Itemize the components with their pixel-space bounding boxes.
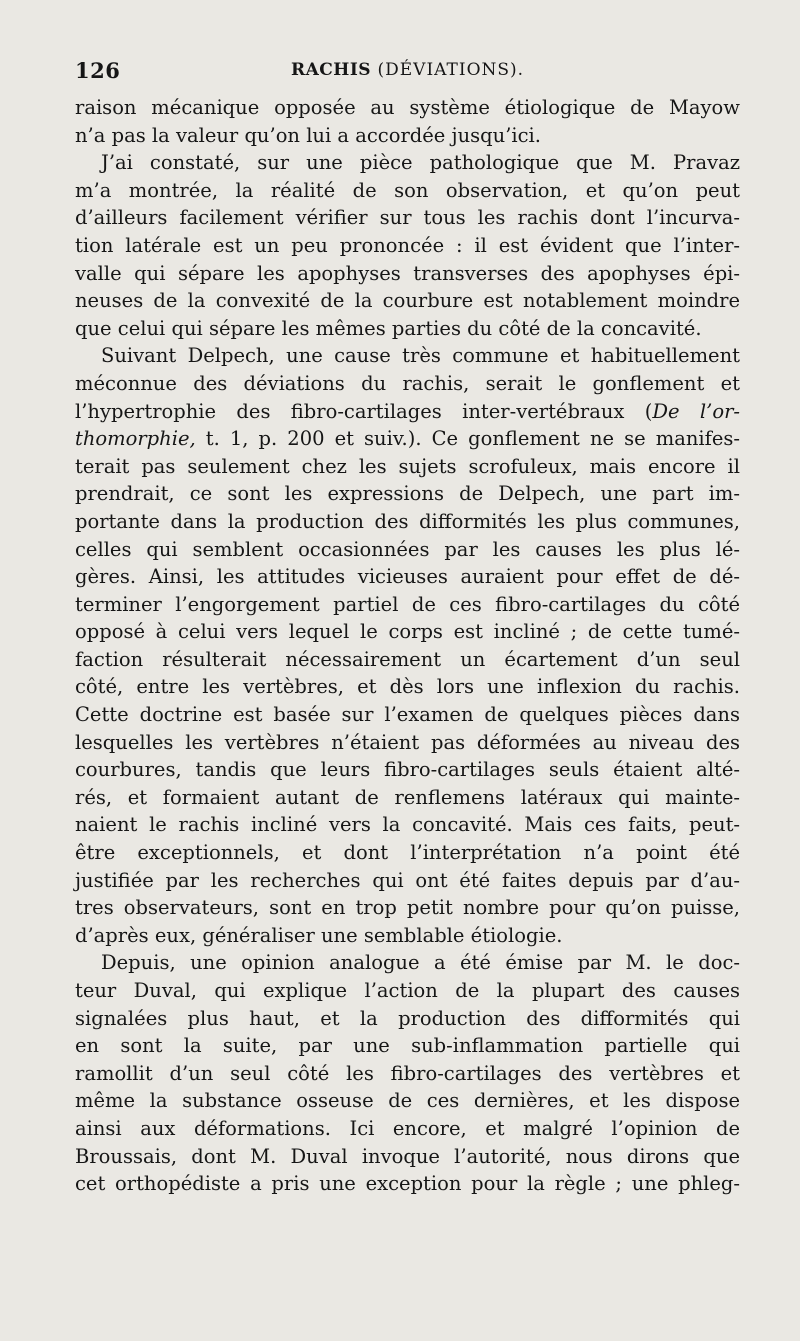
italic-segment: thomorphie,: [75, 427, 196, 451]
text-line: [75, 1032, 740, 1060]
text-line: [75, 1115, 740, 1143]
text-segment: d’après eux, généraliser une semblable étiologie.: [75, 923, 563, 947]
text-line: [75, 784, 740, 812]
text-line: [75, 398, 740, 426]
text-line: [75, 149, 740, 177]
text-line: [75, 673, 740, 701]
text-segment: même la substance osseuse de ces dernières, et les dispose: [75, 1089, 740, 1113]
text-segment: être exceptionnels, et dont l’interprétation n’a point été: [75, 841, 740, 865]
text-segment: ainsi aux déformations. Ici encore, et malgré l’opinion de: [75, 1116, 740, 1140]
text-line: [75, 177, 740, 205]
running-title-sub: (DÉVIATIONS).: [377, 60, 525, 80]
text-segment: portante dans la production des difformités les plus communes,: [75, 509, 740, 533]
text-line: [75, 811, 740, 839]
text-segment: n’a pas la valeur qu’on lui a accordée jusqu’ici.: [75, 123, 541, 147]
text-line: [75, 949, 740, 977]
text-line: [75, 94, 740, 122]
text-segment: cet orthopédiste a pris une exception pour la règle ; une phleg-: [75, 1172, 740, 1196]
text-line: [75, 563, 740, 591]
text-segment: t. 1, p. 200 et suiv.). Ce gonflement ne se manifes-: [195, 427, 740, 451]
text-segment: courbures, tandis que leurs fibro-cartilages seuls étaient alté-: [75, 758, 740, 782]
text-line: [75, 287, 740, 315]
text-line: [75, 618, 740, 646]
page-number: 126: [75, 58, 121, 83]
text-line: [75, 232, 740, 260]
text-segment: l’hypertrophie des fibro-cartilages inter-vertébraux (: [75, 399, 653, 423]
running-title: [75, 60, 740, 80]
text-segment: raison mécanique opposée au système étiologique de Mayow: [75, 96, 740, 119]
text-line: [75, 480, 740, 508]
text-segment: teur Duval, qui explique l’action de la plupart des causes: [75, 979, 740, 1002]
text-segment: Depuis, une opinion analogue a été émise par M. le doc-: [101, 951, 740, 975]
page-header: [75, 58, 740, 88]
text-line: [75, 894, 740, 922]
text-segment: Cette doctrine est basée sur l’examen de quelques pièces dans: [75, 703, 740, 727]
text-line: [75, 839, 740, 867]
text-line: [75, 508, 740, 536]
italic-segment: De l’or-: [652, 399, 740, 423]
text-line: [75, 701, 740, 729]
text-segment: en sont la suite, par une sub-inflammation partielle qui: [75, 1034, 740, 1058]
text-line: [75, 453, 740, 481]
text-segment: lesquelles les vertèbres n’étaient pas déformées au niveau des: [75, 730, 740, 754]
text-segment: rés, et formaient autant de renflemens latéraux qui mainte-: [75, 785, 740, 809]
text-line: [75, 756, 740, 784]
text-line: [75, 977, 740, 1005]
text-segment: J’ai constaté, sur une pièce pathologique que M. Pravaz: [101, 151, 740, 175]
text-segment: neuses de la convexité de la courbure est notablement moindre: [75, 289, 740, 313]
text-segment: ramollit d’un seul côté les fibro-cartilages des vertèbres et: [75, 1061, 740, 1085]
text-segment: faction résulterait nécessairement un écartement d’un seul: [75, 647, 740, 671]
text-line: [75, 1143, 740, 1171]
text-line: [75, 1170, 740, 1198]
body-text: [75, 94, 740, 1198]
text-segment: terait pas seulement chez les sujets scrofuleux, mais encore il: [75, 454, 740, 478]
text-line: [75, 867, 740, 895]
text-segment: que celui qui sépare les mêmes parties du côté de la concavité.: [75, 316, 702, 340]
text-segment: Broussais, dont M. Duval invoque l’autorité, nous dirons que: [75, 1144, 740, 1168]
text-segment: gères. Ainsi, les attitudes vicieuses auraient pour effet de dé-: [75, 565, 740, 589]
text-line: [75, 536, 740, 564]
text-line: [75, 729, 740, 757]
text-line: [75, 122, 740, 150]
text-segment: justifiée par les recherches qui ont été faites depuis par d’au-: [75, 868, 740, 892]
text-line: [75, 1005, 740, 1033]
text-segment: valle qui sépare les apophyses transverses des apophyses épi-: [75, 261, 740, 285]
text-line: [75, 591, 740, 619]
text-line: [75, 204, 740, 232]
text-segment: côté, entre les vertèbres, et dès lors une inflexion du rachis.: [75, 675, 740, 699]
text-segment: celles qui semblent occasionnées par les causes les plus lé-: [75, 537, 740, 561]
text-line: [75, 922, 740, 950]
text-line: [75, 646, 740, 674]
text-segment: Suivant Delpech, une cause très commune et habituellement: [101, 344, 740, 368]
text-line: [75, 260, 740, 288]
text-line: [75, 1060, 740, 1088]
text-segment: d’ailleurs facilement vérifier sur tous les rachis dont l’incurva-: [75, 206, 740, 230]
text-line: [75, 315, 740, 343]
text-line: [75, 370, 740, 398]
text-segment: opposé à celui vers lequel le corps est incliné ; de cette tumé-: [75, 620, 740, 644]
text-segment: terminer l’engorgement partiel de ces fibro-cartilages du côté: [75, 592, 740, 616]
text-segment: tion latérale est un peu prononcée : il est évident que l’inter-: [75, 233, 740, 257]
text-segment: m’a montrée, la réalité de son observation, et qu’on peut: [75, 178, 740, 202]
text-line: [75, 1087, 740, 1115]
text-segment: prendrait, ce sont les expressions de Delpech, une part im-: [75, 482, 740, 506]
text-line: [75, 425, 740, 453]
text-segment: tres observateurs, sont en trop petit nombre pour qu’on puisse,: [75, 896, 740, 920]
text-segment: méconnue des déviations du rachis, serait le gonflement et: [75, 371, 740, 395]
text-segment: signalées plus haut, et la production des difformités qui: [75, 1006, 740, 1030]
text-segment: naient le rachis incliné vers la concavité. Mais ces faits, peut-: [75, 813, 740, 837]
text-line: [75, 342, 740, 370]
running-title-main: RACHIS: [290, 60, 372, 80]
